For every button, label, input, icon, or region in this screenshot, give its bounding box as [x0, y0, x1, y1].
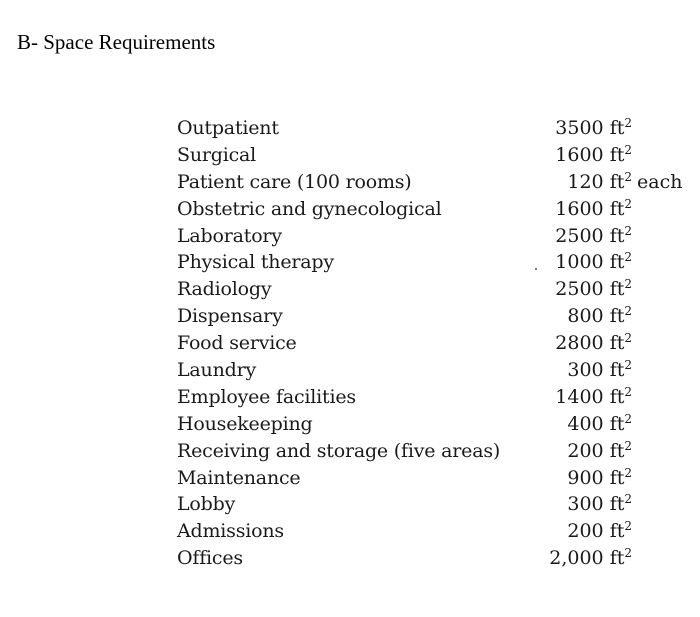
area-unit-exponent: 2 — [624, 438, 632, 453]
room-label: Outpatient — [177, 117, 279, 139]
area-unit: ft — [609, 439, 625, 462]
table-row — [0, 518, 700, 545]
area-unit: ft — [609, 143, 625, 166]
area-unit: ft — [609, 170, 625, 193]
area-value — [528, 465, 632, 493]
area-unit-exponent: 2 — [624, 277, 632, 292]
area-unit: ft — [609, 251, 625, 274]
room-label: Receiving and storage (five areas) — [177, 439, 501, 462]
room-label: Obstetric and gynecological — [177, 197, 442, 220]
area-number: 2,000 — [549, 547, 604, 570]
room-label: Maintenance — [177, 466, 301, 489]
area-number: 200 — [567, 520, 604, 543]
area-unit-exponent: 2 — [624, 358, 632, 373]
area-unit-exponent: 2 — [624, 492, 632, 507]
space-requirements-table — [0, 115, 700, 572]
table-row — [0, 249, 700, 276]
area-value — [528, 303, 632, 331]
area-unit-exponent: 2 — [624, 546, 632, 561]
area-number: 200 — [567, 439, 604, 462]
area-unit-exponent: 2 — [624, 142, 632, 157]
area-number: 1600 — [555, 143, 604, 166]
area-number: 2800 — [555, 332, 604, 355]
area-unit-exponent: 2 — [624, 169, 632, 184]
scan-speck — [535, 268, 537, 270]
area-number: 900 — [567, 466, 604, 489]
table-row — [0, 545, 700, 572]
area-value — [528, 518, 632, 546]
room-label: Laboratory — [177, 224, 282, 247]
area-value — [528, 491, 632, 519]
page-title: B- Space Requirements — [17, 30, 216, 54]
room-label: Patient care (100 rooms) — [177, 170, 412, 193]
area-number: 3500 — [555, 117, 604, 139]
room-label: Employee facilities — [177, 385, 356, 408]
area-unit: ft — [609, 224, 625, 247]
area-unit: ft — [609, 412, 625, 435]
room-label: Lobby — [177, 493, 236, 516]
room-label: Physical therapy — [177, 251, 334, 274]
area-value — [528, 142, 632, 170]
area-number: 800 — [567, 305, 604, 328]
area-number: 2500 — [555, 224, 604, 247]
area-unit-exponent: 2 — [624, 116, 632, 130]
area-unit: ft — [609, 305, 625, 328]
area-value — [528, 384, 632, 412]
area-value — [528, 330, 632, 358]
area-value — [528, 115, 632, 143]
area-value — [528, 411, 632, 439]
table-row — [0, 115, 700, 142]
room-label: Offices — [177, 547, 243, 570]
table-row — [0, 303, 700, 330]
table-row — [0, 491, 700, 518]
room-label: Admissions — [177, 520, 284, 543]
table-row — [0, 276, 700, 303]
area-value — [528, 223, 632, 251]
table-row — [0, 465, 700, 492]
area-value — [528, 196, 632, 224]
area-number: 1600 — [555, 197, 604, 220]
room-label: Dispensary — [177, 305, 283, 328]
table-row — [0, 223, 700, 250]
area-unit: ft — [609, 385, 625, 408]
table-row — [0, 196, 700, 223]
area-unit: ft — [609, 117, 625, 139]
area-unit: ft — [609, 332, 625, 355]
area-unit: ft — [609, 278, 625, 301]
area-unit-exponent: 2 — [624, 250, 632, 265]
area-unit: ft — [609, 547, 625, 570]
area-value — [528, 249, 632, 277]
area-value — [528, 357, 632, 385]
table-row — [0, 357, 700, 384]
area-value — [528, 545, 632, 573]
table-row — [0, 330, 700, 357]
room-label: Laundry — [177, 359, 256, 382]
area-value — [528, 438, 632, 466]
area-number: 1400 — [555, 385, 604, 408]
area-unit-exponent: 2 — [624, 223, 632, 238]
area-unit-exponent: 2 — [624, 304, 632, 319]
area-number: 120 — [567, 170, 604, 193]
area-suffix: each — [637, 170, 683, 193]
table-row — [0, 438, 700, 465]
area-unit: ft — [609, 493, 625, 516]
area-unit: ft — [609, 197, 625, 220]
area-unit-exponent: 2 — [624, 384, 632, 399]
table-row — [0, 169, 700, 196]
area-unit-exponent: 2 — [624, 411, 632, 426]
table-row — [0, 384, 700, 411]
area-number: 300 — [567, 359, 604, 382]
room-label: Radiology — [177, 278, 272, 301]
table-row — [0, 411, 700, 438]
area-unit-exponent: 2 — [624, 331, 632, 346]
room-label: Food service — [177, 332, 297, 355]
area-unit: ft — [609, 359, 625, 382]
area-number: 300 — [567, 493, 604, 516]
area-number: 2500 — [555, 278, 604, 301]
area-number: 1000 — [555, 251, 604, 274]
area-value — [528, 276, 632, 304]
room-label: Surgical — [177, 143, 257, 166]
room-label: Housekeeping — [177, 412, 313, 435]
area-unit-exponent: 2 — [624, 519, 632, 534]
table-row — [0, 142, 700, 169]
area-number: 400 — [567, 412, 604, 435]
area-unit: ft — [609, 520, 625, 543]
area-value — [528, 169, 632, 197]
area-unit: ft — [609, 466, 625, 489]
area-unit-exponent: 2 — [624, 465, 632, 480]
area-unit-exponent: 2 — [624, 196, 632, 211]
